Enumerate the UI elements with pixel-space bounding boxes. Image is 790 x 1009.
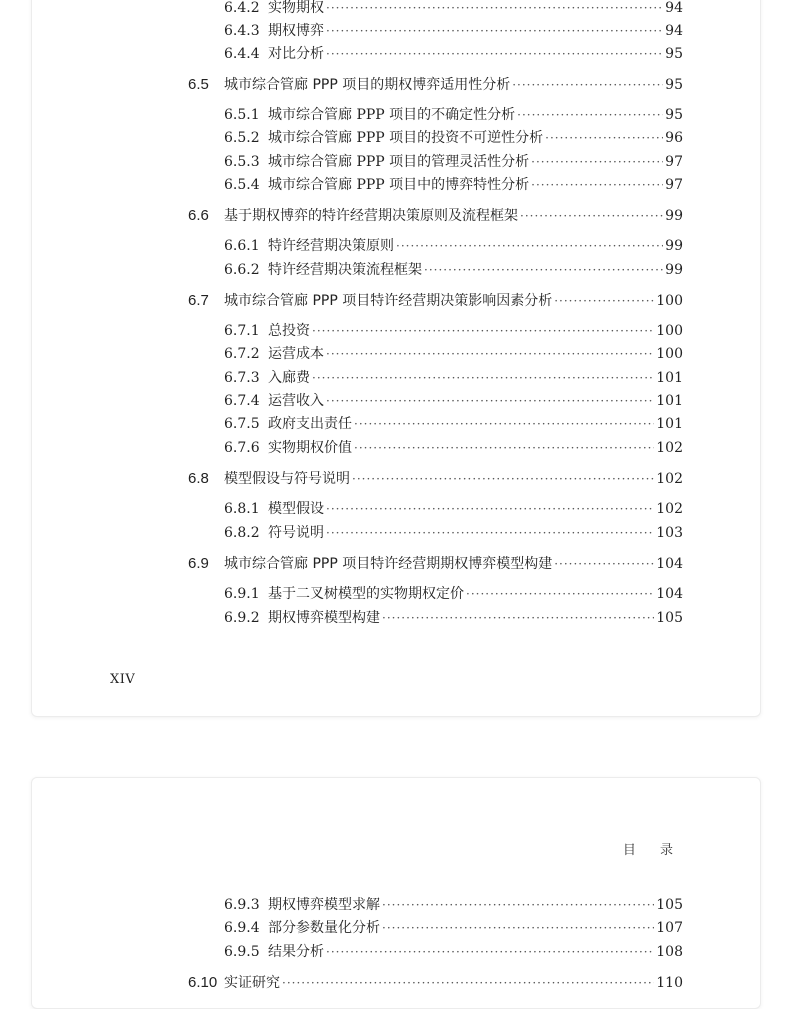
toc-entry-title: 实物期权 (268, 0, 324, 16)
toc-entry-page: 95 (665, 46, 683, 62)
toc-entry-title: 政府支出责任 (268, 416, 352, 432)
toc-entry-title: 运营收入 (268, 393, 324, 409)
toc-subsection-entry[interactable] (224, 22, 683, 40)
toc-entry-number: 6.5.4 (224, 177, 260, 193)
toc-leader-dots (326, 943, 654, 961)
toc-entry-title: 入廊费 (268, 370, 310, 386)
toc-entry-number: 6.9.5 (224, 944, 260, 960)
toc-entry-number: 6.7 (188, 292, 209, 309)
toc-leader-dots (382, 896, 654, 914)
toc-entry-title: 基于二叉树模型的实物期权定价 (268, 586, 464, 602)
toc-leader-dots (352, 470, 654, 488)
toc-entry-number: 6.4.3 (224, 23, 260, 39)
toc-leader-dots (382, 609, 654, 627)
toc-entry-page: 94 (665, 23, 683, 39)
toc-subsection-entry[interactable] (224, 524, 683, 542)
toc-entry-page: 95 (665, 107, 683, 123)
toc-entry-page: 101 (656, 393, 683, 409)
toc-entry-page: 100 (656, 293, 683, 309)
toc-entry-page: 102 (656, 440, 683, 456)
toc-entry-number: 6.7.2 (224, 346, 260, 362)
toc-subsection-entry[interactable] (224, 237, 683, 255)
toc-entry-title: 符号说明 (268, 525, 324, 541)
toc-leader-dots (382, 919, 654, 937)
toc-entry-page: 96 (665, 130, 683, 146)
toc-leader-dots (554, 292, 654, 310)
toc-subsection-entry[interactable] (224, 345, 683, 363)
toc-entry-page: 99 (665, 208, 683, 224)
toc-entry-title: 部分参数量化分析 (268, 920, 380, 936)
toc-subsection-entry[interactable] (224, 129, 683, 147)
toc-leader-dots (326, 500, 654, 518)
toc-entry-number: 6.6.2 (224, 262, 260, 278)
toc-leader-dots (531, 176, 663, 194)
toc-subsection-entry[interactable] (224, 392, 683, 410)
toc-leader-dots (354, 439, 654, 457)
toc-entry-title: 运营成本 (268, 346, 324, 362)
toc-leader-dots (312, 369, 654, 387)
toc-entry-title: 城市综合管廊 PPP 项目中的博弈特性分析 (268, 177, 530, 193)
toc-entry-number: 6.4.4 (224, 46, 260, 62)
toc-entry-page: 107 (656, 920, 683, 936)
toc-subsection-entry[interactable] (224, 106, 683, 124)
toc-leader-dots (512, 76, 663, 94)
toc-page-xiv (31, 0, 761, 717)
toc-subsection-entry[interactable] (224, 0, 683, 17)
toc-entry-number: 6.5.3 (224, 154, 260, 170)
toc-leader-dots (531, 153, 663, 171)
toc-section-entry[interactable] (188, 207, 683, 225)
toc-entry-number: 6.9.1 (224, 586, 260, 602)
toc-entry-number: 6.9.2 (224, 610, 260, 626)
toc-section-entry[interactable] (188, 76, 683, 94)
toc-leader-dots (517, 106, 663, 124)
toc-entry-title: 城市综合管廊 PPP 项目的投资不可逆性分析 (268, 130, 544, 146)
toc-entry-number: 6.5.1 (224, 107, 260, 123)
toc-entry-number: 6.7.5 (224, 416, 260, 432)
toc-subsection-entry[interactable] (224, 322, 683, 340)
toc-leader-dots (326, 392, 654, 410)
toc-entry-title: 特许经营期决策流程框架 (268, 262, 422, 278)
toc-entry-page: 100 (656, 323, 683, 339)
toc-entry-number: 6.7.4 (224, 393, 260, 409)
toc-leader-dots (326, 22, 663, 40)
toc-entry-title: 实证研究 (224, 975, 280, 991)
toc-entry-page: 104 (656, 586, 683, 602)
toc-entry-page: 102 (656, 501, 683, 517)
toc-entry-page: 94 (665, 0, 683, 16)
toc-entry-number: 6.4.2 (224, 0, 260, 16)
toc-subsection-entry[interactable] (224, 415, 683, 433)
toc-entry-title: 城市综合管廊 PPP 项目的不确定性分析 (268, 107, 516, 123)
toc-leader-dots (326, 345, 654, 363)
toc-subsection-entry[interactable] (224, 261, 683, 279)
toc-subsection-entry[interactable] (224, 919, 683, 937)
toc-section-entry[interactable] (188, 292, 683, 310)
toc-leader-dots (554, 555, 654, 573)
toc-entry-number: 6.9.4 (224, 920, 260, 936)
toc-entry-title: 城市综合管廊 PPP 项目特许经营期决策影响因素分析 (224, 293, 553, 309)
toc-entry-title: 基于期权博弈的特许经营期决策原则及流程框架 (224, 208, 518, 224)
toc-entry-number: 6.7.3 (224, 370, 260, 386)
toc-subsection-entry[interactable] (224, 500, 683, 518)
toc-entry-number: 6.8 (188, 470, 209, 487)
toc-entry-title: 特许经营期决策原则 (268, 238, 394, 254)
toc-entry-title: 实物期权价值 (268, 440, 352, 456)
toc-leader-dots (520, 207, 663, 225)
toc-entry-page: 102 (656, 471, 683, 487)
toc-entry-number: 6.7.6 (224, 440, 260, 456)
toc-entry-title: 期权博弈 (268, 23, 324, 39)
toc-entry-page: 108 (656, 944, 683, 960)
toc-subsection-entry[interactable] (224, 943, 683, 961)
toc-subsection-entry[interactable] (224, 609, 683, 627)
toc-entry-page: 97 (665, 177, 683, 193)
toc-subsection-entry[interactable] (224, 585, 683, 603)
toc-subsection-entry[interactable] (224, 896, 683, 914)
toc-entry-number: 6.8.1 (224, 501, 260, 517)
toc-entry-page: 104 (656, 556, 683, 572)
toc-entry-page: 95 (665, 77, 683, 93)
toc-entry-number: 6.6 (188, 207, 209, 224)
toc-entry-title: 城市综合管廊 PPP 项目特许经营期期权博弈模型构建 (224, 556, 553, 572)
toc-entry-number: 6.8.2 (224, 525, 260, 541)
toc-leader-dots (545, 129, 663, 147)
toc-entry-page: 103 (656, 525, 683, 541)
toc-leader-dots (354, 415, 654, 433)
toc-entry-number: 6.10 (188, 974, 218, 991)
toc-leader-dots (326, 0, 663, 17)
toc-entry-number: 6.5.2 (224, 130, 260, 146)
toc-leader-dots (424, 261, 663, 279)
toc-entry-title: 结果分析 (268, 944, 324, 960)
toc-entry-page: 99 (665, 238, 683, 254)
page-folio: XIV (110, 672, 136, 687)
toc-entry-number: 6.6.1 (224, 238, 260, 254)
toc-entry-number: 6.7.1 (224, 323, 260, 339)
toc-leader-dots (396, 237, 663, 255)
toc-entry-page: 101 (656, 370, 683, 386)
toc-entry-number: 6.5 (188, 76, 209, 93)
toc-subsection-entry[interactable] (224, 45, 683, 63)
toc-leader-dots (282, 974, 654, 992)
toc-entry-title: 期权博弈模型构建 (268, 610, 380, 626)
toc-leader-dots (326, 45, 663, 63)
toc-entry-title: 模型假设 (268, 501, 324, 517)
toc-section-entry[interactable] (188, 555, 683, 573)
toc-entry-page: 99 (665, 262, 683, 278)
toc-entry-page: 110 (656, 975, 683, 991)
toc-subsection-entry[interactable] (224, 153, 683, 171)
toc-entry-title: 模型假设与符号说明 (224, 471, 350, 487)
running-header: 目 录 (622, 843, 683, 858)
toc-entry-title: 总投资 (268, 323, 310, 339)
toc-subsection-entry[interactable] (224, 369, 683, 387)
toc-entry-page: 101 (656, 416, 683, 432)
toc-entry-page: 100 (656, 346, 683, 362)
toc-entry-title: 期权博弈模型求解 (268, 897, 380, 913)
toc-leader-dots (326, 524, 654, 542)
toc-entry-title: 城市综合管廊 PPP 项目的管理灵活性分析 (268, 154, 530, 170)
toc-leader-dots (466, 585, 654, 603)
toc-entry-page: 97 (665, 154, 683, 170)
toc-section-entry[interactable] (188, 470, 683, 488)
toc-entry-page: 105 (656, 897, 683, 913)
toc-entry-title: 对比分析 (268, 46, 324, 62)
toc-entry-number: 6.9 (188, 555, 209, 572)
toc-subsection-entry[interactable] (224, 439, 683, 457)
toc-entry-title: 城市综合管廊 PPP 项目的期权博弈适用性分析 (224, 77, 511, 93)
toc-section-entry[interactable] (188, 974, 683, 992)
toc-entry-number: 6.9.3 (224, 897, 260, 913)
toc-page-next (31, 777, 761, 1009)
toc-subsection-entry[interactable] (224, 176, 683, 194)
toc-leader-dots (312, 322, 654, 340)
toc-entry-page: 105 (656, 610, 683, 626)
